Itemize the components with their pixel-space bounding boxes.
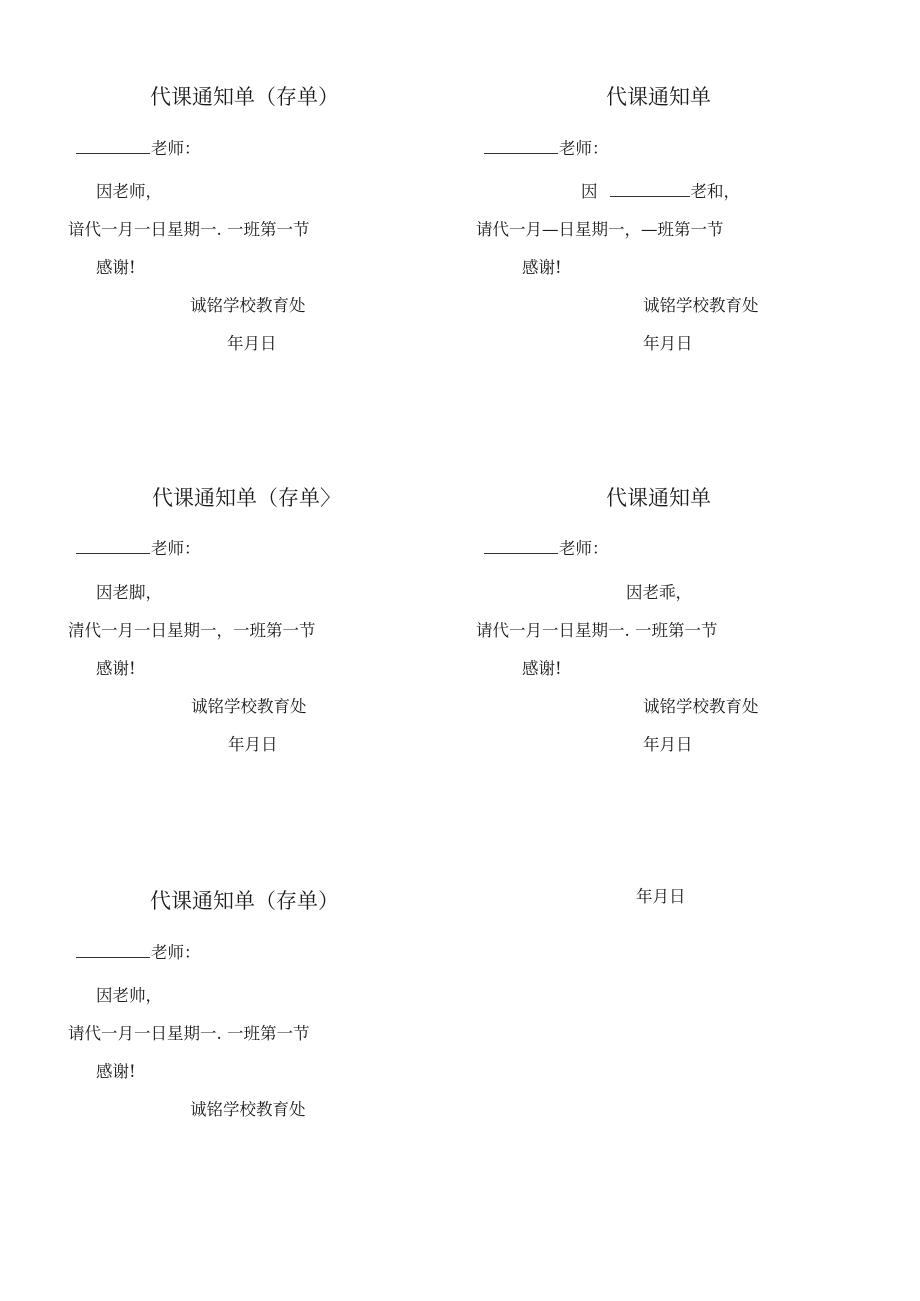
request-line: 谙代一月一日星期一. 一班第一节 bbox=[68, 220, 310, 239]
absent-teacher-blank bbox=[610, 195, 690, 197]
issuer-line: 诚铭学校教育处 bbox=[643, 697, 759, 716]
date-line: 年月日 bbox=[643, 735, 693, 754]
teacher-label: 老师： bbox=[151, 539, 201, 558]
teacher-label: 老师： bbox=[559, 139, 609, 158]
thanks-line: 感谢! bbox=[522, 659, 562, 678]
reason-line: 因老乖， bbox=[626, 583, 692, 602]
issuer-line: 诚铭学校教育处 bbox=[643, 296, 759, 315]
notice-title: 代课通知单 bbox=[606, 85, 711, 109]
teacher-label: 老师： bbox=[559, 539, 609, 558]
notice-title: 代课通知单（存单〉 bbox=[152, 486, 341, 510]
issuer-line: 诚铭学校教育处 bbox=[191, 697, 307, 716]
teacher-label: 老师： bbox=[151, 139, 201, 158]
date-line: 年月日 bbox=[227, 334, 277, 353]
orphan-date-line: 年月日 bbox=[636, 887, 686, 906]
request-line: 请代一月—日星期一，—班第一节 bbox=[476, 220, 724, 239]
issuer-line: 诚铭学校教育处 bbox=[190, 1100, 306, 1119]
notice-title: 代课通知单（存单） bbox=[150, 889, 339, 913]
reason-prefix: 因 bbox=[581, 182, 598, 201]
notice-title: 代课通知单（存单） bbox=[150, 85, 339, 109]
teacher-line bbox=[76, 141, 201, 158]
reason-line bbox=[581, 184, 740, 201]
teacher-name-blank bbox=[76, 956, 150, 958]
teacher-name-blank bbox=[76, 552, 150, 554]
date-line: 年月日 bbox=[643, 334, 693, 353]
teacher-line bbox=[76, 541, 201, 558]
reason-line: 因老师， bbox=[96, 182, 162, 201]
request-line: 请代一月一日星期一. 一班第一节 bbox=[476, 621, 718, 640]
teacher-name-blank bbox=[484, 152, 558, 154]
thanks-line: 感谢! bbox=[96, 258, 136, 277]
date-line: 年月日 bbox=[228, 735, 278, 754]
teacher-label: 老师： bbox=[151, 943, 201, 962]
thanks-line: 感谢! bbox=[96, 1062, 136, 1081]
request-line: 请代一月一日星期一. 一班第一节 bbox=[68, 1024, 310, 1043]
reason-suffix: 老和， bbox=[690, 182, 740, 201]
thanks-line: 感谢! bbox=[522, 258, 562, 277]
notice-title: 代课通知单 bbox=[606, 486, 711, 510]
reason-line: 因老帅， bbox=[96, 986, 162, 1005]
issuer-line: 诚铭学校教育处 bbox=[190, 296, 306, 315]
thanks-line: 感谢! bbox=[96, 659, 136, 678]
reason-line: 因老脚， bbox=[96, 583, 162, 602]
teacher-line bbox=[76, 945, 201, 962]
request-line: 清代一月一日星期一，一班第一节 bbox=[68, 621, 316, 640]
teacher-name-blank bbox=[484, 552, 558, 554]
teacher-line bbox=[484, 541, 609, 558]
teacher-line bbox=[484, 141, 609, 158]
teacher-name-blank bbox=[76, 152, 150, 154]
